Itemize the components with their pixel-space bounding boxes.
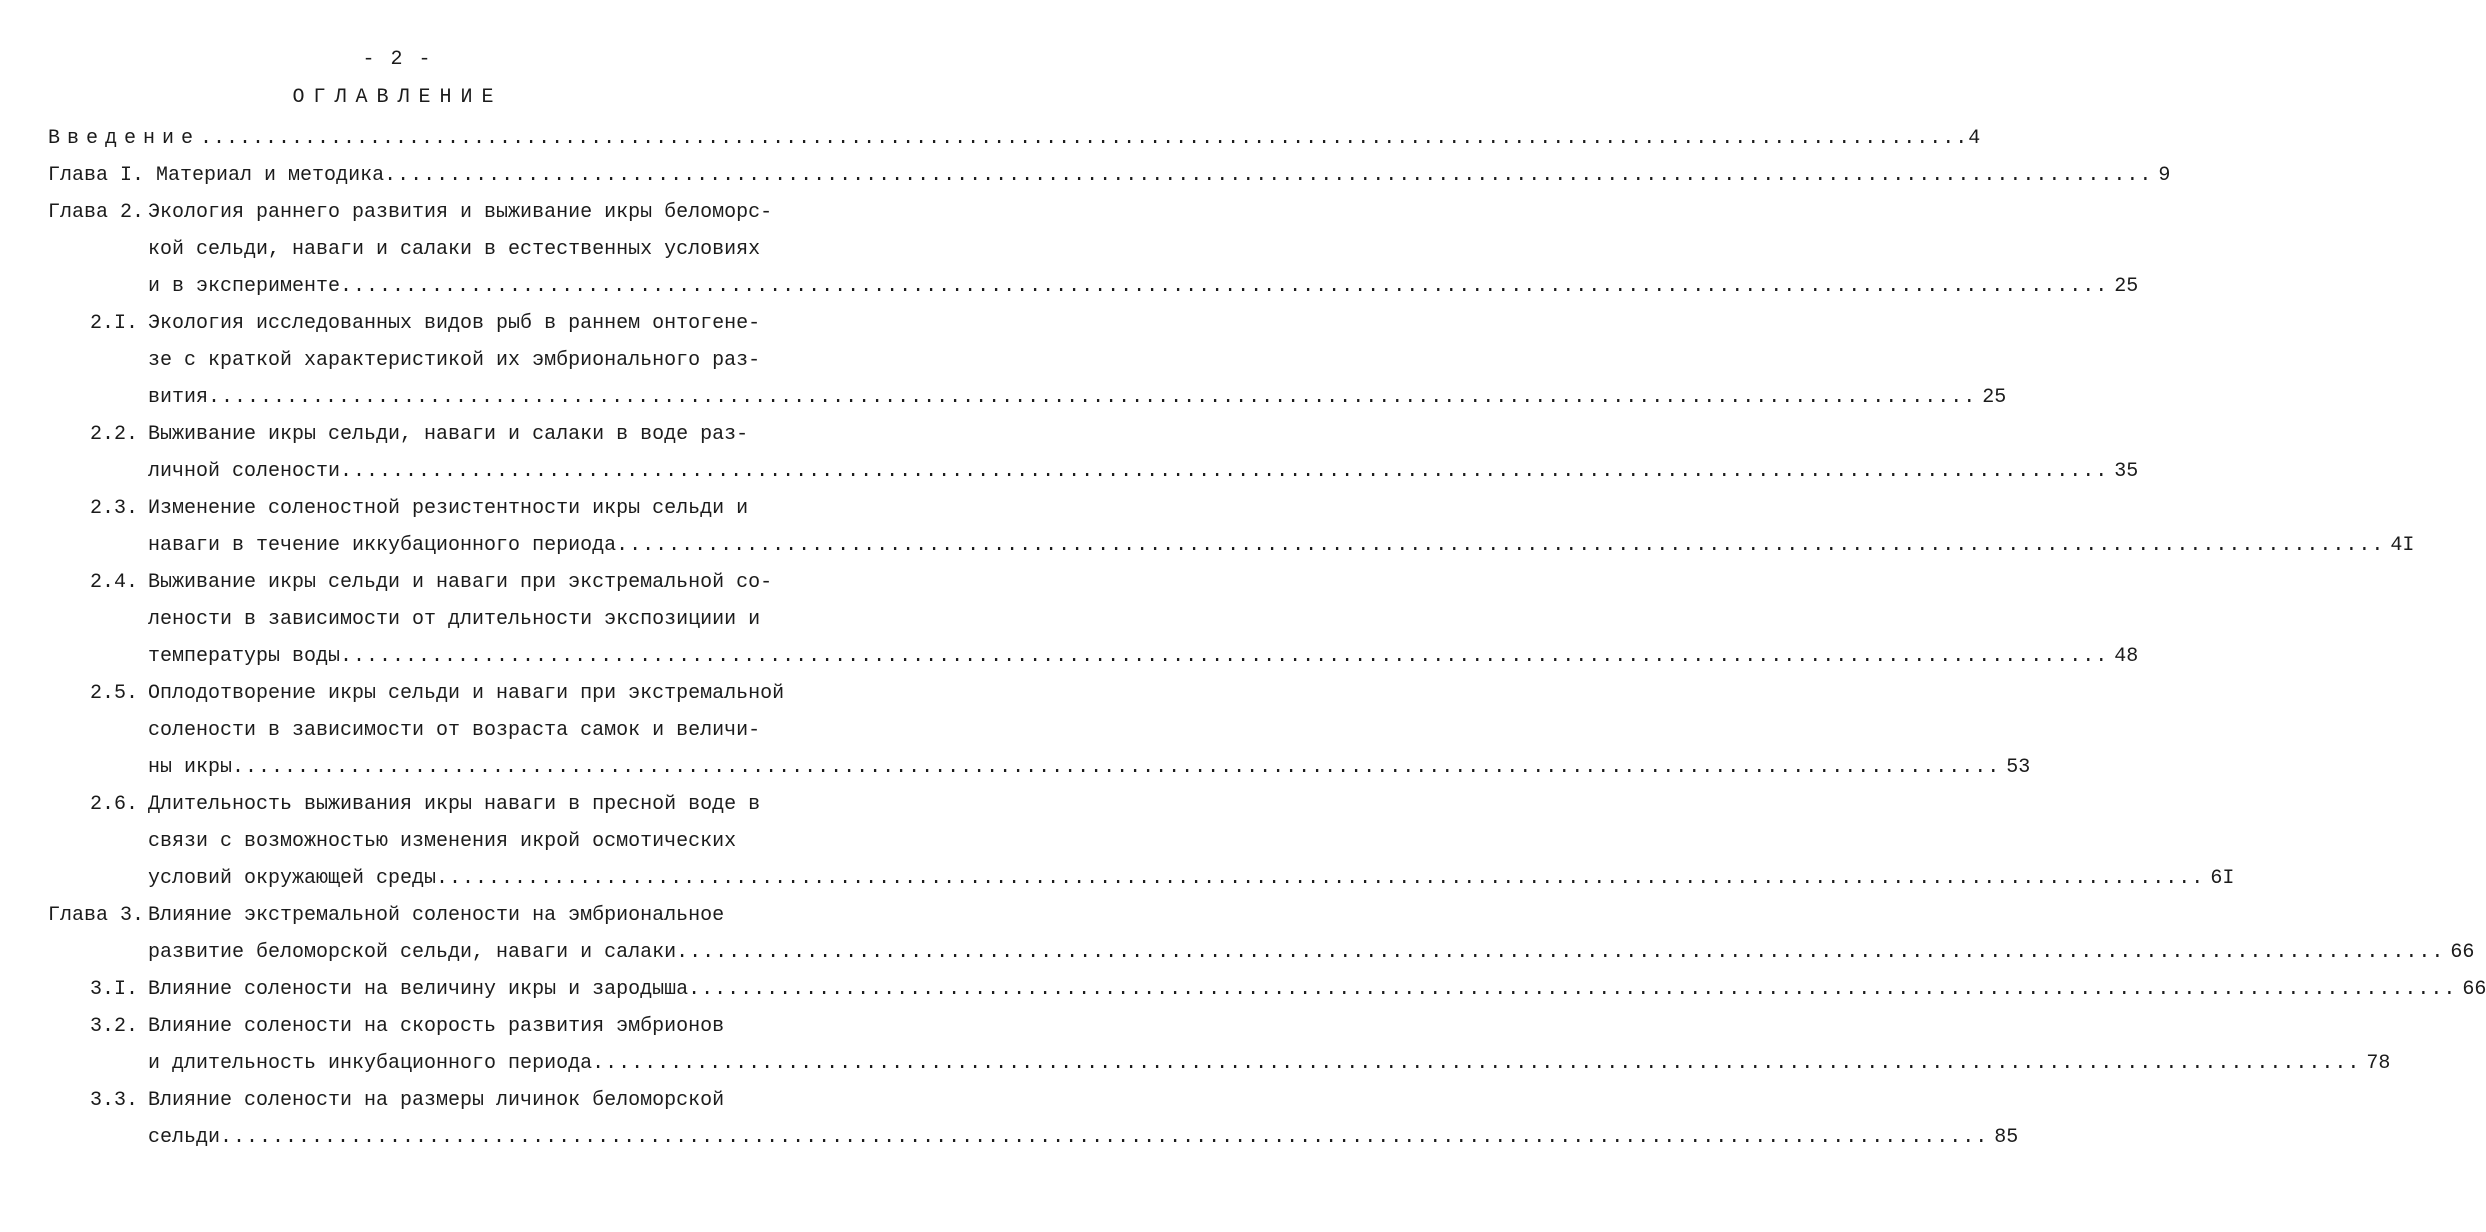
toc-entry-line: Влияние солености на величину икры и зародыша [148, 978, 689, 1001]
toc-page-number: 66 [2450, 941, 2475, 964]
toc-entry-section-2-4[interactable] [48, 564, 2139, 675]
toc-entry-line: лености в зависимости от длительности экспозициии и [148, 608, 761, 631]
toc-entry-section-2-6[interactable] [48, 786, 2235, 897]
toc-entry-number: Глава I. [48, 164, 145, 187]
toc-entry-number: 2.5. [89, 682, 138, 705]
toc-entry-chapter-2[interactable] [48, 194, 2139, 305]
toc-entry-line: личной солености [148, 460, 341, 483]
toc-entry-title: Материал и методика [156, 164, 385, 187]
toc-entry-line: Экология раннего развития и выживание икры беломорс- [148, 201, 773, 224]
toc-page-number: 9 [2158, 164, 2171, 187]
toc-entry-line: и длительность инкубационного периода [148, 1052, 593, 1075]
toc-entry-number: 3.I. [89, 978, 138, 1001]
toc-entry-number: Глава 3. [48, 904, 145, 927]
toc-page-number: 78 [2366, 1052, 2391, 1075]
toc-entry-section-3-3[interactable] [48, 1082, 2019, 1156]
toc-entry-chapter-1[interactable] [48, 157, 2171, 194]
toc-entry-number: 2.I. [89, 312, 138, 335]
toc-entry-line: зе с краткой характеристикой их эмбрионального раз- [148, 349, 761, 372]
toc-entry-line: связи с возможностью изменения икрой осмотических [148, 830, 737, 853]
leader-dots [340, 268, 2108, 305]
toc-entry-number: 2.2. [89, 423, 138, 446]
toc-entry-introduction[interactable] [48, 120, 1981, 157]
toc-page-number: 35 [2114, 460, 2139, 483]
leader-dots [384, 157, 2152, 194]
leader-dots [436, 860, 2204, 897]
toc-entry-section-2-2[interactable] [48, 416, 2139, 490]
toc-page-number: 4 [1968, 127, 1981, 150]
toc-entry-section-2-3[interactable] [48, 490, 2415, 564]
toc-page-number: 4I [2390, 534, 2415, 557]
page-title: ОГЛАВЛЕНИЕ [292, 86, 503, 109]
toc-entry-line: температуры воды [148, 645, 341, 668]
toc-entry-number: 2.4. [89, 571, 138, 594]
leader-dots [220, 1119, 1988, 1156]
toc-page-number: 53 [2006, 756, 2031, 779]
toc-entry-line: кой сельди, наваги и салаки в естественных условиях [148, 238, 761, 261]
toc-entry-line: и в эксперименте [148, 275, 341, 298]
toc-entry-number: 2.6. [89, 793, 138, 816]
leader-dots [208, 379, 1976, 416]
toc-entry-line: Выживание икры сельди и наваги при экстремальной со- [148, 571, 773, 594]
toc-entry-section-3-2[interactable] [48, 1008, 2391, 1082]
page-number: - 2 - [362, 48, 433, 71]
toc-page-number: 48 [2114, 645, 2139, 668]
toc-entry-line: Оплодотворение икры сельди и наваги при экстремальной [148, 682, 785, 705]
toc-entry-line: Изменение соленостной резистентности икры сельди и [148, 497, 749, 520]
toc-entry-line: солености в зависимости от возраста самок и величи- [148, 719, 761, 742]
toc-entry-line: Влияние солености на скорость развития эмбрионов [148, 1015, 725, 1038]
toc-entry-line: ны икры [148, 756, 233, 779]
leader-dots [616, 527, 2384, 564]
toc-entry-line: Влияние солености на размеры личинок беломорской [148, 1089, 725, 1112]
leader-dots [340, 453, 2108, 490]
toc-entry-line: Длительность выживания икры наваги в пресной воде в [148, 793, 761, 816]
toc-page-number: 66 [2462, 978, 2486, 1001]
toc-entry-number: 3.2. [89, 1015, 138, 1038]
toc-entry-section-2-1[interactable] [48, 305, 2007, 416]
toc-entry-number: Глава 2. [48, 201, 145, 224]
toc-page-number: 25 [2114, 275, 2139, 298]
toc-entry-line: Экология исследованных видов рыб в раннем онтогене- [148, 312, 761, 335]
toc-entry-title: Введение [48, 127, 201, 150]
toc-entry-line: вития [148, 386, 209, 409]
toc-entry-section-2-5[interactable] [48, 675, 2031, 786]
leader-dots [340, 638, 2108, 675]
toc-entry-line: Выживание икры сельди, наваги и салаки в воде раз- [148, 423, 749, 446]
table-of-contents [48, 120, 2486, 1156]
toc-entry-line: сельди [148, 1126, 221, 1149]
leader-dots [200, 120, 1968, 157]
toc-page-number: 85 [1994, 1126, 2019, 1149]
toc-entry-line: развитие беломорской сельди, наваги и салаки [148, 941, 677, 964]
leader-dots [676, 934, 2444, 971]
toc-entry-line: условий окружающей среды [148, 867, 437, 890]
toc-entry-line: Влияние экстремальной солености на эмбриональное [148, 904, 725, 927]
toc-entry-number: 2.3. [89, 497, 138, 520]
leader-dots [688, 971, 2456, 1008]
toc-page-number: 6I [2210, 867, 2235, 890]
leader-dots [592, 1045, 2360, 1082]
toc-entry-number: 3.3. [89, 1089, 138, 1112]
toc-entry-section-3-1[interactable] [48, 971, 2486, 1008]
toc-entry-chapter-3[interactable] [48, 897, 2475, 971]
leader-dots [232, 749, 2000, 786]
toc-entry-line: наваги в течение иккубационного периода [148, 534, 617, 557]
toc-page-number: 25 [1982, 386, 2007, 409]
